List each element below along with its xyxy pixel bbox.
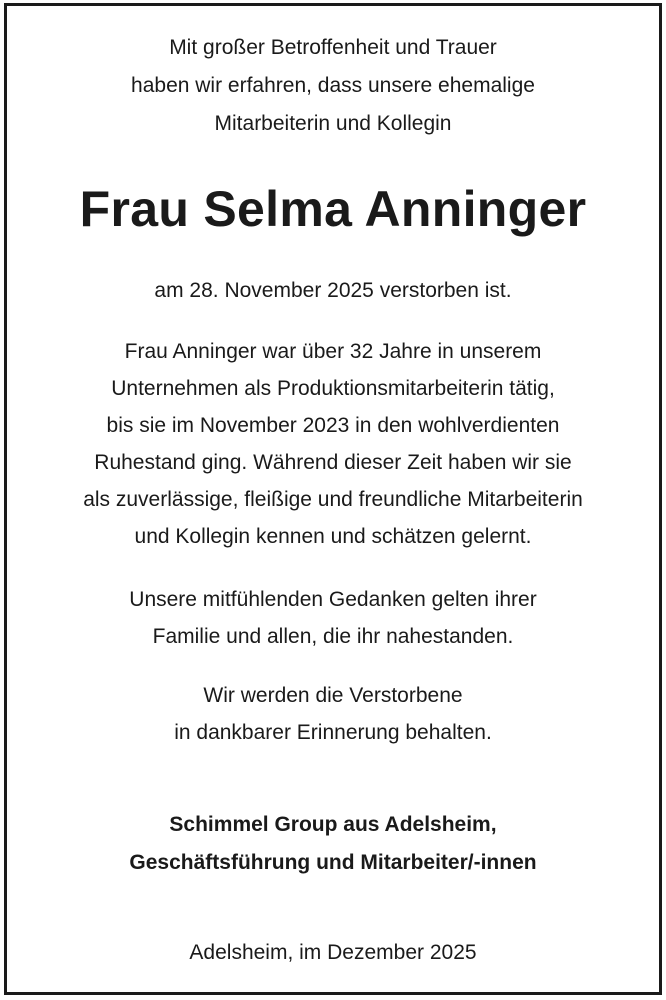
remembrance-line-2: in dankbarer Erinnerung behalten. — [174, 721, 492, 744]
condolence-line-2: Familie und allen, die ihr nahestanden. — [152, 625, 514, 648]
intro-line-2: haben wir erfahren, dass unsere ehemalige — [131, 74, 535, 97]
tribute-line-4: Ruhestand ging. Während dieser Zeit haben wir sie — [94, 451, 572, 474]
tribute-line-6: und Kollegin kennen und schätzen gelernt. — [134, 525, 532, 548]
intro-line-3: Mitarbeiterin und Kollegin — [214, 112, 452, 135]
signature-line-2: Geschäftsführung und Mitarbeiter/-innen — [129, 851, 537, 874]
death-notice: am 28. November 2025 verstorben ist. — [154, 279, 512, 302]
deceased-name: Frau Selma Anninger — [79, 181, 587, 237]
place-date: Adelsheim, im Dezember 2025 — [189, 941, 477, 964]
condolence-line-1: Unsere mitfühlenden Gedanken gelten ihrer — [129, 588, 537, 611]
remembrance-line-1: Wir werden die Verstorbene — [203, 684, 463, 707]
signature-line-1: Schimmel Group aus Adelsheim, — [169, 813, 497, 836]
intro-line-1: Mit großer Betroffenheit und Trauer — [169, 36, 497, 59]
tribute-line-1: Frau Anninger war über 32 Jahre in unserem — [124, 340, 542, 363]
tribute-line-2: Unternehmen als Produktionsmitarbeiterin tätig, — [111, 377, 555, 400]
tribute-line-5: als zuverlässige, fleißige und freundliche Mitarbeiterin — [83, 488, 583, 511]
tribute-line-3: bis sie im November 2023 in den wohlverdienten — [106, 414, 560, 437]
